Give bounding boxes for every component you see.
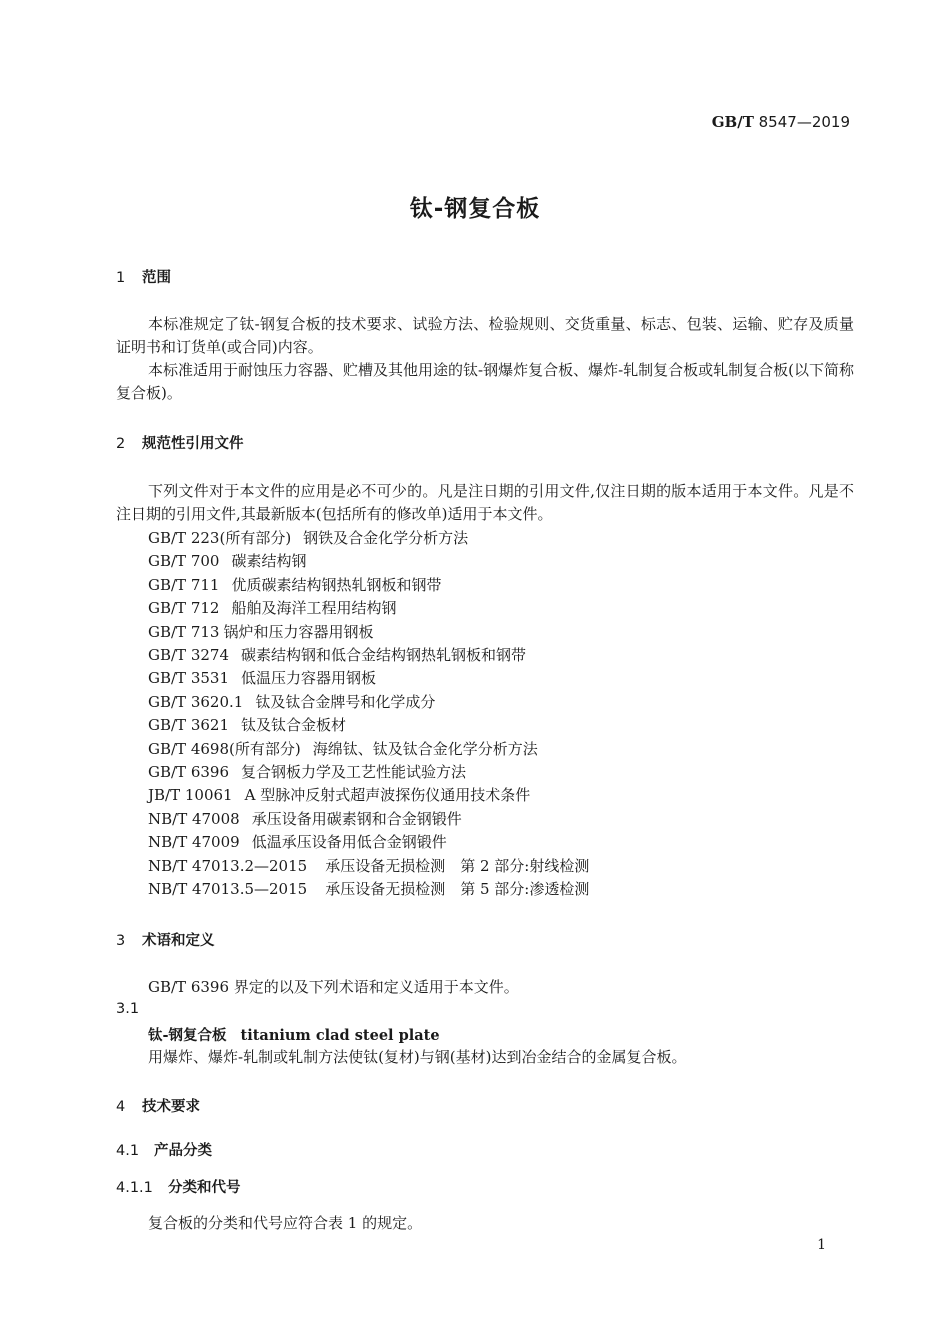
section-1-paragraph-1: 本标准规定了钛-钢复合板的技术要求、试验方法、检验规则、交货重量、标志、包装、运输、贮存及质量证明书和订货单(或合同)内容。 [116, 315, 854, 356]
reference-item: GB/T 713 锅炉和压力容器用钢板 [148, 623, 374, 641]
reference-item: JB/T 10061 A 型脉冲反射式超声波探伤仪通用技术条件 [148, 786, 531, 804]
section-4-text: 复合板的分类和代号应符合表 1 的规定。 [148, 1214, 423, 1232]
section-1-heading: 1 范围 [116, 270, 171, 286]
term-name: 钛-钢复合板 titanium clad steel plate [148, 1027, 440, 1044]
reference-item: NB/T 47009 低温承压设备用低合金钢锻件 [148, 833, 447, 851]
section-3-intro: GB/T 6396 界定的以及下列术语和定义适用于本文件。 [148, 978, 519, 996]
reference-item: GB/T 700 碳素结构钢 [148, 552, 307, 570]
reference-item: NB/T 47013.5—2015 承压设备无损检测 第 5 部分:渗透检测 [148, 880, 590, 898]
reference-item: GB/T 3621 钛及钛合金板材 [148, 716, 347, 734]
term-number: 3.1 [116, 1001, 140, 1017]
reference-item: GB/T 6396 复合钢板力学及工艺性能试验方法 [148, 763, 467, 781]
reference-item: GB/T 3620.1 钛及钛合金牌号和化学成分 [148, 693, 436, 711]
document-title: 钛-钢复合板 [409, 196, 541, 222]
reference-item: GB/T 3274 碳素结构钢和低合金结构钢热轧钢板和钢带 [148, 646, 527, 664]
reference-item: GB/T 4698(所有部分) 海绵钛、钛及钛合金化学分析方法 [148, 740, 538, 758]
reference-item: NB/T 47013.2—2015 承压设备无损检测 第 2 部分:射线检测 [148, 857, 590, 875]
section-2-paragraph: 下列文件对于本文件的应用是必不可少的。凡是注日期的引用文件,仅注日期的版本适用于本文件。凡是不注日期的引用文件,其最新版本(包括所有的修改单)适用于本文件。 [116, 482, 854, 523]
section-4-heading: 4 技术要求 [116, 1099, 200, 1115]
term-definition: 用爆炸、爆炸-轧制或轧制方法使钛(复材)与钢(基材)达到冶金结合的金属复合板。 [148, 1048, 687, 1066]
section-3-heading: 3 术语和定义 [116, 933, 215, 949]
standard-code: GB/T 8547—2019 [711, 113, 850, 131]
reference-item: NB/T 47008 承压设备用碳素钢和合金钢锻件 [148, 810, 462, 828]
section-4-1-1-heading: 4.1.1 分类和代号 [116, 1180, 241, 1196]
reference-item: GB/T 223(所有部分) 钢铁及合金化学分析方法 [148, 529, 469, 547]
page-number: 1 [817, 1237, 826, 1253]
reference-item: GB/T 711 优质碳素结构钢热轧钢板和钢带 [148, 576, 442, 594]
section-4-1-heading: 4.1 产品分类 [116, 1143, 212, 1159]
reference-item: GB/T 3531 低温压力容器用钢板 [148, 669, 377, 687]
section-1-paragraph-2: 本标准适用于耐蚀压力容器、贮槽及其他用途的钛-钢爆炸复合板、爆炸-轧制复合板或轧制复合板(以下简称复合板)。 [116, 361, 854, 402]
reference-item: GB/T 712 船舶及海洋工程用结构钢 [148, 599, 397, 617]
section-2-heading: 2 规范性引用文件 [116, 436, 244, 452]
